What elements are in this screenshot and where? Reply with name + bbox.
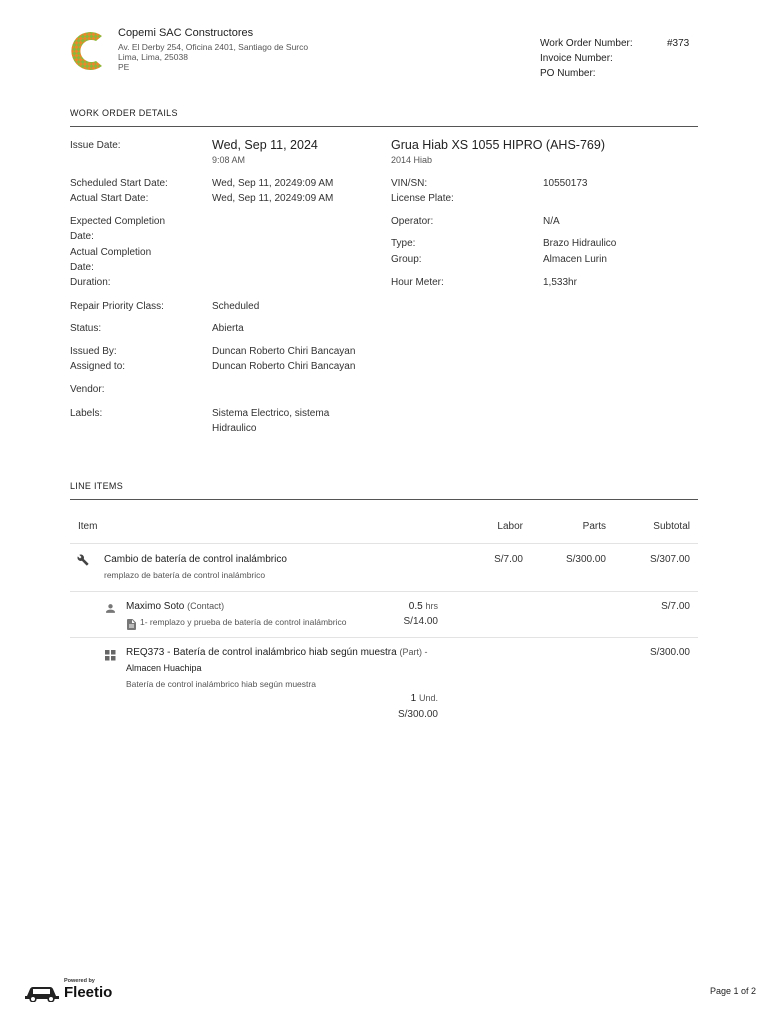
status-value: Abierta: [212, 323, 244, 334]
priority-label: Repair Priority Class:: [70, 301, 164, 312]
company-country: PE: [118, 62, 130, 72]
operator-value: N/A: [543, 216, 560, 227]
line-items-divider: [70, 499, 698, 500]
labor-entry-role: (Contact): [187, 601, 225, 611]
labels-value-cont: Hidraulico: [212, 423, 257, 434]
part-entry-subtotal: S/300.00: [649, 647, 690, 658]
powered-by-text: Powered by: [64, 978, 95, 984]
po-number-label: PO Number:: [540, 68, 596, 79]
work-order-number-label: Work Order Number:: [540, 38, 633, 49]
issue-date-value: Wed, Sep 11, 2024: [212, 138, 318, 152]
document-icon: [127, 617, 136, 628]
task-parts: S/300.00: [565, 554, 606, 565]
part-entry-description: Batería de control inalámbrico hiab según muestra: [126, 679, 316, 689]
part-entry-qty-line: [340, 693, 438, 704]
car-icon: [24, 984, 60, 1002]
part-entry-cost: S/300.00: [397, 709, 438, 720]
labor-entry-name: Maximo Soto: [126, 601, 185, 612]
part-entry-qty: 1: [410, 693, 417, 704]
expected-completion-label-cont: Date:: [70, 231, 94, 242]
labor-entry-hours-line: [360, 601, 438, 612]
labor-entry-line: [126, 601, 224, 612]
part-entry-qty-unit: Und.: [418, 693, 438, 703]
labor-entry-hours: 0.5: [408, 601, 423, 612]
section-divider: [70, 126, 698, 127]
vehicle-subtitle: 2014 Hiab: [391, 155, 433, 165]
vin-label: VIN/SN:: [391, 178, 428, 189]
actual-start-label: Actual Start Date:: [70, 193, 149, 204]
task-title: Cambio de batería de control inalámbrico: [104, 554, 287, 565]
operator-label: Operator:: [391, 216, 434, 227]
issue-time-value: 9:08 AM: [212, 155, 246, 165]
vendor-label: Vendor:: [70, 384, 105, 395]
page-number: Page 1 of 2: [709, 986, 756, 996]
duration-label: Duration:: [70, 277, 111, 288]
part-entry-line: [126, 647, 427, 658]
task-labor: S/7.00: [494, 554, 523, 565]
column-header-item: Item: [78, 521, 98, 532]
type-value: Brazo Hidraulico: [543, 238, 617, 249]
priority-value: Scheduled: [212, 301, 260, 312]
labor-entry-note: 1- remplazo y prueba de batería de control inalámbrico: [140, 617, 347, 627]
vin-value: 10550173: [543, 178, 588, 189]
actual-start-value: Wed, Sep 11, 20249:09 AM: [212, 193, 334, 204]
labels-value: Sistema Electrico, sistema: [212, 408, 330, 419]
fleetio-brand-text: Fleetio: [64, 984, 113, 1001]
type-label: Type:: [391, 238, 416, 249]
company-address-line1: Av. El Derby 254, Oficina 2401, Santiago de Surco: [118, 42, 309, 52]
person-icon: [105, 601, 116, 612]
actual-completion-label: Actual Completion: [70, 247, 152, 258]
labels-label: Labels:: [70, 408, 103, 419]
vehicle-name: Grua Hiab XS 1055 HIPRO (AHS-769): [391, 138, 605, 152]
work-order-number-value: #373: [667, 38, 690, 49]
fleetio-logo: [24, 978, 124, 1004]
group-label: Group:: [391, 254, 422, 265]
issued-by-label: Issued By:: [70, 346, 117, 357]
expected-completion-label: Expected Completion: [70, 216, 166, 227]
part-entry-title: REQ373 - Batería de control inalámbrico hiab según muestra: [126, 647, 397, 658]
labor-entry-hours-unit: hrs: [425, 601, 438, 611]
task-description: remplazo de batería de control inalámbrico: [104, 570, 266, 580]
hour-meter-label: Hour Meter:: [391, 277, 444, 288]
status-label: Status:: [70, 323, 102, 334]
wrench-icon: [77, 553, 89, 565]
group-value: Almacen Lurin: [543, 254, 607, 265]
assigned-to-label: Assigned to:: [70, 361, 126, 372]
labor-row-divider: [70, 637, 698, 638]
invoice-number-label: Invoice Number:: [540, 53, 613, 64]
issue-date-label: Issue Date:: [70, 140, 121, 151]
company-address-line2: Lima, Lima, 25038: [118, 52, 188, 62]
labor-entry-cost: S/14.00: [403, 616, 438, 627]
task-subtotal: S/307.00: [649, 554, 690, 565]
scheduled-start-label: Scheduled Start Date:: [70, 178, 168, 189]
assigned-to-value: Duncan Roberto Chiri Bancayan: [212, 361, 356, 372]
scheduled-start-value: Wed, Sep 11, 20249:09 AM: [212, 178, 334, 189]
license-plate-label: License Plate:: [391, 193, 454, 204]
column-header-labor: Labor: [497, 521, 523, 532]
task-row-divider: [70, 591, 698, 592]
actual-completion-label-cont: Date:: [70, 262, 94, 273]
company-logo: [68, 28, 106, 74]
labor-entry-subtotal: S/7.00: [661, 601, 690, 612]
table-header-divider: [70, 543, 698, 544]
part-entry-kind: (Part) -: [399, 647, 428, 657]
hour-meter-value: 1,533hr: [543, 277, 577, 288]
column-header-parts: Parts: [582, 521, 606, 532]
part-icon: [105, 648, 116, 659]
section-title-details: WORK ORDER DETAILS: [70, 108, 178, 118]
company-name: Copemi SAC Constructores: [118, 27, 254, 39]
section-title-line-items: LINE ITEMS: [70, 481, 124, 491]
issued-by-value: Duncan Roberto Chiri Bancayan: [212, 346, 356, 357]
part-entry-location: Almacen Huachipa: [126, 663, 202, 673]
column-header-subtotal: Subtotal: [653, 521, 690, 532]
